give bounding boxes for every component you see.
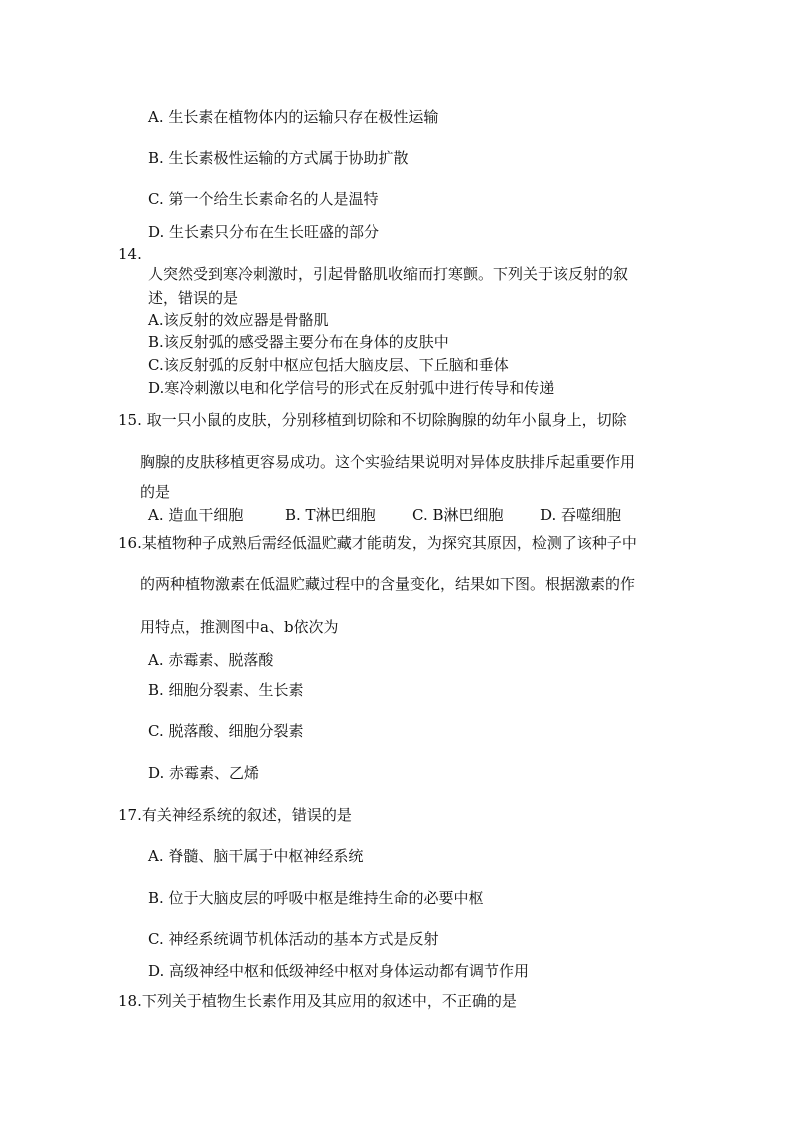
q14-stem-line1: 人突然受到寒冷刺激时，引起骨骼肌收缩而打寒颤。下列关于该反射的叙 [148,265,629,283]
q15-stem-line3: 的是 [140,483,171,501]
q13-option-d: D. 生长素只分布在生长旺盛的部分 [148,223,380,241]
q14-option-c: C.该反射弧的反射中枢应包括大脑皮层、下丘脑和垂体 [148,356,509,374]
q14-stem-line2: 述，错误的是 [148,289,239,307]
q16-stem-line1: 16.某植物种子成熟后需经低温贮藏才能萌发，为探究其原因，检测了该种子中 [118,534,637,552]
q15-option-d: D. 吞噬细胞 [540,506,622,524]
q16-option-a: A. 赤霉素、脱落酸 [148,651,274,669]
q15-option-a: A. 造血干细胞 [148,506,244,524]
q13-option-b: B. 生长素极性运输的方式属于协助扩散 [148,149,409,167]
q14-number: 14. [118,245,142,263]
q16-option-d: D. 赤霉素、乙烯 [148,764,260,782]
q18-stem: 18.下列关于植物生长素作用及其应用的叙述中，不正确的是 [118,992,517,1010]
q15-option-c: C. B淋巴细胞 [412,506,504,524]
q15-option-b: B. T淋巴细胞 [285,506,376,524]
q17-option-b: B. 位于大脑皮层的呼吸中枢是维持生命的必要中枢 [148,889,484,907]
q17-stem: 17.有关神经系统的叙述，错误的是 [118,806,352,824]
q15-stem-line2: 胸腺的皮肤移植更容易成功。这个实验结果说明对异体皮肤排斥起重要作用 [140,453,636,471]
q16-option-c: C. 脱落酸、细胞分裂素 [148,722,304,740]
q17-option-d: D. 高级神经中枢和低级神经中枢对身体运动都有调节作用 [148,962,530,980]
q13-option-c: C. 第一个给生长素命名的人是温特 [148,190,379,208]
q13-option-a: A. 生长素在植物体内的运输只存在极性运输 [148,108,439,126]
q15-stem-line1: 15. 取一只小鼠的皮肤，分别移植到切除和不切除胸腺的幼年小鼠身上，切除 [118,411,627,429]
q16-stem-line3: 用特点，推测图中a、b依次为 [140,618,339,636]
q16-option-b: B. 细胞分裂素、生长素 [148,681,304,699]
q17-option-a: A. 脊髓、脑干属于中枢神经系统 [148,847,364,865]
q14-option-b: B.该反射弧的感受器主要分布在身体的皮肤中 [148,333,449,351]
q14-option-a: A.该反射的效应器是骨骼肌 [148,311,329,329]
q17-option-c: C. 神经系统调节机体活动的基本方式是反射 [148,930,439,948]
q16-stem-line2: 的两种植物激素在低温贮藏过程中的含量变化，结果如下图。根据激素的作 [140,575,636,593]
q14-option-d: D.寒冷刺激以电和化学信号的形式在反射弧中进行传导和传递 [148,379,555,397]
